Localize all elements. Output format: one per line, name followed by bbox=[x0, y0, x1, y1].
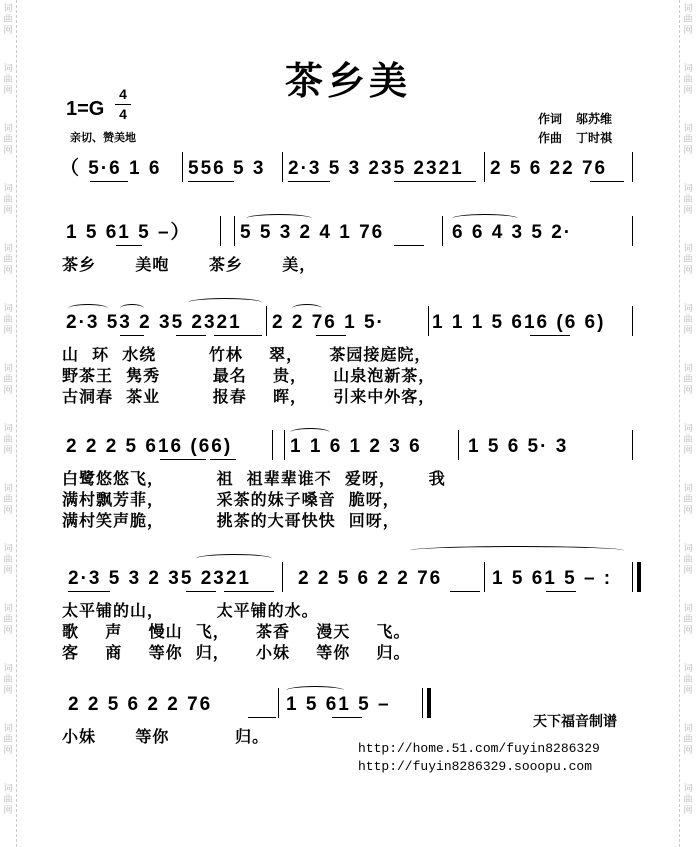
lyric-line: 满村飘芳菲， 采茶的妹子嗓音 脆呀， bbox=[62, 490, 400, 509]
lyric-line: 太平铺的山， 太平铺的水。 bbox=[62, 601, 319, 620]
composer-credit bbox=[538, 129, 612, 146]
score-row-1 bbox=[60, 158, 645, 186]
watermark-text: 词 曲 网 bbox=[683, 724, 693, 756]
watermark-text: 词 曲 网 bbox=[3, 124, 13, 156]
measure: 5 5 3 2 4 1 76 bbox=[240, 222, 385, 243]
watermark-text: 词 曲 网 bbox=[3, 4, 13, 36]
watermark-text: 词 曲 网 bbox=[683, 784, 693, 816]
watermark-text: 词 曲 网 bbox=[3, 604, 13, 636]
composer-name: 丁时祺 bbox=[576, 131, 613, 145]
measure: 2·3 5 3 2 35 2321 bbox=[68, 568, 251, 589]
lyric-line: 歌 声 慢山 飞， 茶香 漫天 飞。 bbox=[62, 622, 411, 641]
measure: 2·3 53 2 35 2321 bbox=[66, 312, 242, 333]
lyricist-name: 邬苏维 bbox=[576, 112, 613, 126]
meter-top: 4 bbox=[119, 86, 127, 102]
measure: 2 2 5 6 2 2 76 bbox=[68, 694, 213, 715]
measure: 2 2 5 6 2 2 76 bbox=[298, 568, 443, 589]
watermark-text: 词 曲 网 bbox=[3, 724, 13, 756]
watermark-text: 词 曲 网 bbox=[683, 484, 693, 516]
measure: （ 5·6 1 6 bbox=[60, 158, 162, 179]
measure: 1 5 61 5 –） bbox=[66, 222, 192, 243]
watermark-text: 词 曲 网 bbox=[683, 604, 693, 636]
lyricist-credit bbox=[538, 110, 612, 127]
key-signature: 1=G bbox=[66, 98, 105, 120]
measure: 1 5 61 5 – bbox=[286, 694, 391, 715]
url-link[interactable]: http://fuyin8286329.sooopu.com bbox=[358, 759, 593, 774]
watermark-text: 词 曲 网 bbox=[683, 664, 693, 696]
measure: 2 2 76 1 5· bbox=[272, 312, 385, 333]
lyric-line: 野茶王 隽秀 最名 贵， 山泉泡新茶， bbox=[62, 366, 436, 385]
watermark-text: 词 曲 网 bbox=[683, 244, 693, 276]
watermark-text: 词 曲 网 bbox=[683, 184, 693, 216]
watermark-text: 词 曲 网 bbox=[683, 304, 693, 336]
lyric-line: 茶乡 美咆 茶乡 美， bbox=[62, 255, 317, 274]
measure: 556 5 3 bbox=[188, 158, 266, 179]
watermark-text: 词 曲 网 bbox=[3, 304, 13, 336]
measure: 1 5 6 5· 3 bbox=[468, 436, 569, 457]
watermark-text: 词 曲 网 bbox=[683, 364, 693, 396]
watermark-text: 词 曲 网 bbox=[3, 64, 13, 96]
score-row-2 bbox=[60, 222, 645, 250]
watermark-text: 词 曲 网 bbox=[3, 784, 13, 816]
composer-role: 作曲 bbox=[538, 131, 563, 145]
measure: 2 5 6 22 76 bbox=[490, 158, 608, 179]
watermark-text: 词 曲 网 bbox=[683, 64, 693, 96]
lyric-line: 古洞春 茶业 报春 晖， 引来中外客， bbox=[62, 387, 436, 406]
time-signature bbox=[115, 86, 131, 123]
watermark-text: 词 曲 网 bbox=[3, 424, 13, 456]
watermark-text: 词 曲 网 bbox=[3, 364, 13, 396]
studio-label: 天下福音制谱 bbox=[533, 714, 617, 730]
watermark-text: 词 曲 网 bbox=[3, 184, 13, 216]
watermark-text: 词 曲 网 bbox=[683, 544, 693, 576]
lyric-line: 山 环 水绕 竹林 翠， 茶园接庭院， bbox=[62, 345, 432, 364]
meter-bottom: 4 bbox=[119, 106, 127, 122]
watermark-text: 词 曲 网 bbox=[683, 124, 693, 156]
lyric-line: 满村笑声脆， 挑茶的大哥快快 回呀， bbox=[62, 511, 400, 530]
url-link[interactable]: http://home.51.com/fuyin8286329 bbox=[358, 741, 600, 756]
watermark-text: 词 曲 网 bbox=[683, 424, 693, 456]
lyricist-role: 作词 bbox=[538, 112, 563, 126]
measure: 1 1 6 1 2 3 6 bbox=[290, 436, 422, 457]
watermark-text: 词 曲 网 bbox=[3, 544, 13, 576]
score-row-4 bbox=[60, 436, 645, 464]
lyric-line: 客 商 等你 归， 小妹 等你 归。 bbox=[62, 643, 411, 662]
performance-mood: 亲切、赞美地 bbox=[70, 131, 136, 144]
song-title: 茶乡美 bbox=[284, 58, 411, 103]
measure: 1 1 1 5 616 (6 6) bbox=[432, 312, 606, 333]
lyric-line: 小妹 等你 归。 bbox=[62, 727, 270, 746]
watermark-text: 词 曲 网 bbox=[3, 244, 13, 276]
watermark-text: 词 曲 网 bbox=[683, 4, 693, 36]
measure: 2 2 2 5 616 (66) bbox=[66, 436, 233, 457]
watermark-text: 词 曲 网 bbox=[3, 664, 13, 696]
measure: 1 5 61 5 – : bbox=[492, 568, 613, 589]
watermark-text: 词 曲 网 bbox=[3, 484, 13, 516]
score-row-3 bbox=[60, 312, 645, 340]
lyric-line: 白鹭悠悠飞， 祖 祖辈辈谁不 爱呀， 我 bbox=[62, 469, 446, 488]
measure: 2·3 5 3 235 2321 bbox=[288, 158, 464, 179]
measure: 6 6 4 3 5 2· bbox=[452, 222, 573, 243]
score-row-5 bbox=[60, 568, 645, 596]
